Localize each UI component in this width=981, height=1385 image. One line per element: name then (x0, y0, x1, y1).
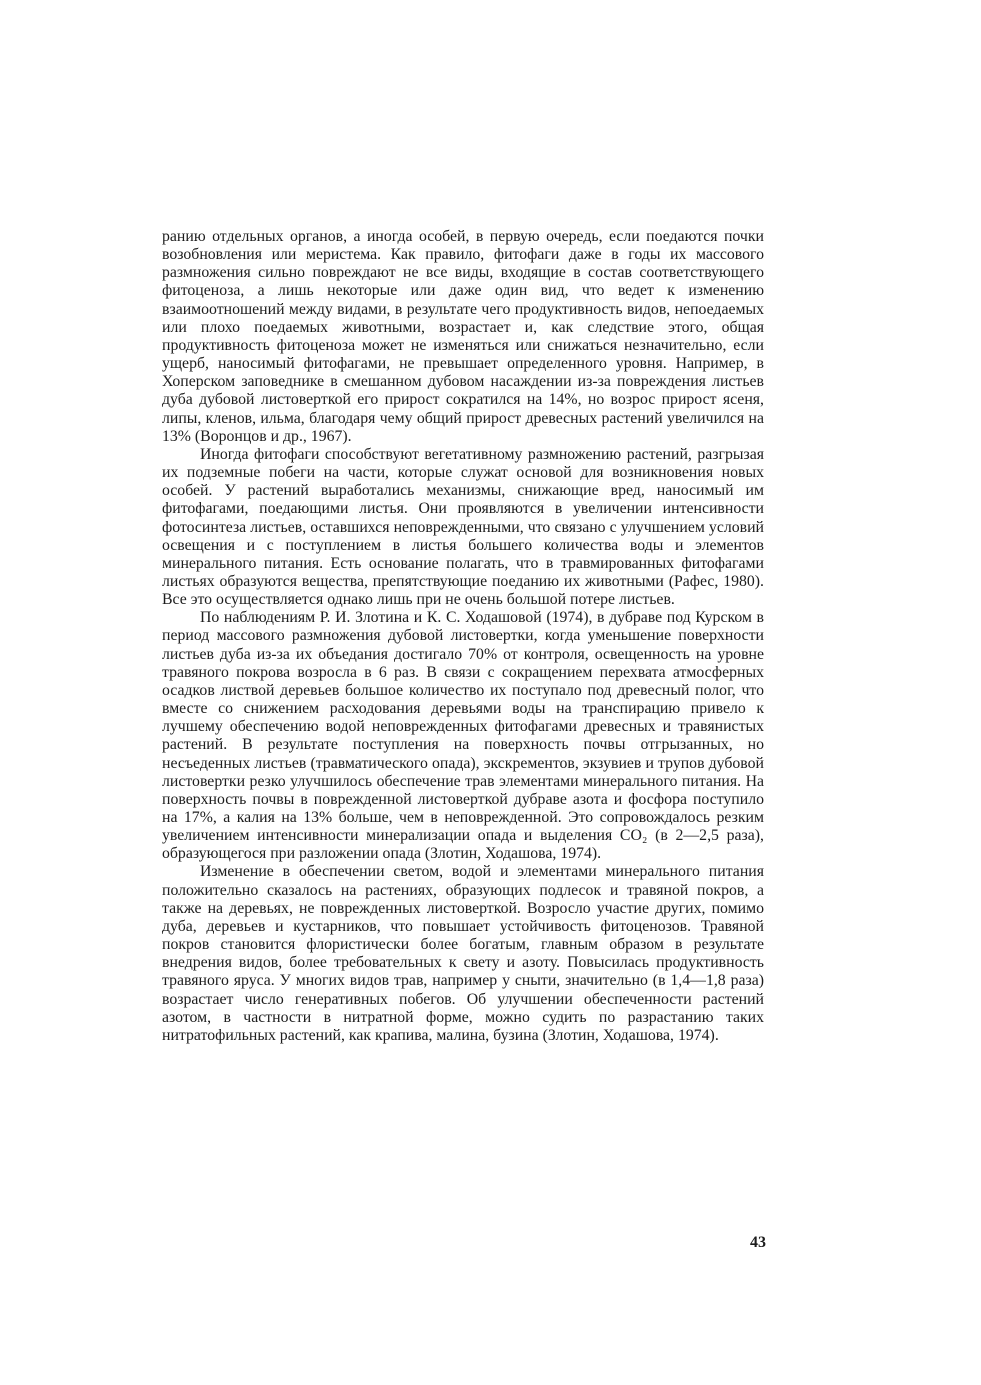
page-number: 43 (750, 1234, 766, 1251)
paragraph-kursk-observations: По наблюдениям Р. И. Злотина и К. С. Ходашовой (1974), в дубраве под Курском в период массового размножения дубовой листовертки, когда уменьшение поверхности листьев дуба из-за их объедания достигало 70% от контроля, освещенность на уровне травяного покрова возросла в 6 раз. В связи с сокращением перехвата атмосферных осадков листвой деревьев большое количество их поступало под древесный полог, что вместе со снижением расходования деревьями воды на транспирацию привело к лучшему обеспечению водой неповрежденных фитофагами древесных и травянистых растений. В результате поступления на поверхность почвы отгрызанных, но несъеденных листьев (травматического опада), экскрементов, экзувиев и трупов дубовой листовертки резко улучшилось обеспечение трав элементами минерального питания. На поверхность почвы в поврежденной листоверткой дубраве азота и фосфора поступило на 17%, а калия на 13% больше, чем в неповрежденной. Это сопровождалось резким увеличением интенсивности минерализации опада и выделения CO₂ (в 2—2,5 раза), образующегося при разложении опада (Злотин, Ходашова, 1974). (162, 609, 764, 863)
paragraph-vegetative-reproduction: Иногда фитофаги способствуют вегетативному размножению растений, разгрызая их подземные побеги на части, которые служат основой для возникновения новых особей. У растений выработались механизмы, снижающие вред, наносимый им фитофагами, поедающими листья. Они проявляются в увеличении интенсивности фотосинтеза листьев, оставшихся неповрежденными, что связано с улучшением условий освещения и с поступлением в листья большего количества воды и элементов минерального питания. Есть основание полагать, что в травмированных фитофагами листьях образуются вещества, препятствующие поеданию их животными (Рафес, 1980). Все это осуществляется однако лишь при не очень большой потере листьев. (162, 445, 764, 609)
paragraph-understory-changes: Изменение в обеспечении светом, водой и элементами минерального питания положительно сказалось на растениях, образующих подлесок и травяной покров, а также на деревьях, не поврежденных листоверткой. Возросло участие других, помимо дуба, деревьев и кустарников, что повышает устойчивость фитоценозов. Травяной покров становится флористически более богатым, главным образом в результате внедрения видов, более требовательных к свету и азоту. Повысилась продуктивность травяного яруса. У многих видов трав, например у сныти, значительно (в 1,4—1,8 раза) возрастает число генеративных побегов. Об улучшении обеспеченности растений азотом, в частности в нитратной форме, можно судить по разрастанию таких нитратофильных растений, как крапива, малина, бузина (Злотин, Ходашова, 1974). (162, 863, 764, 1044)
paragraph-continuation: ранию отдельных органов, а иногда особей, в первую очередь, если поедаются почки возобновления или меристема. Как правило, фитофаги даже в годы их массового размножения сильно повреждают не все виды, входящие в состав соответствующего фитоценоза, а лишь некоторые или даже один вид, что ведет к изменению взаимоотношений между видами, в результате чего продуктивность видов, непоедаемых или плохо поедаемых животными, возрастает и, как следствие этого, общая продуктивность фитоценоза может не изменяться или снижаться незначительно, если ущерб, наносимый фитофагами, не превышает определенного уровня. Например, в Хоперском заповеднике в смешанном дубовом насаждении из-за повреждения листьев дуба дубовой листоверткой его прирост сократился на 14%, но возрос прирост ясеня, липы, кленов, ильма, благодаря чему общий прирост древесных растений увеличился на 13% (Воронцов и др., 1967). (162, 228, 764, 445)
body-text (162, 228, 764, 1045)
